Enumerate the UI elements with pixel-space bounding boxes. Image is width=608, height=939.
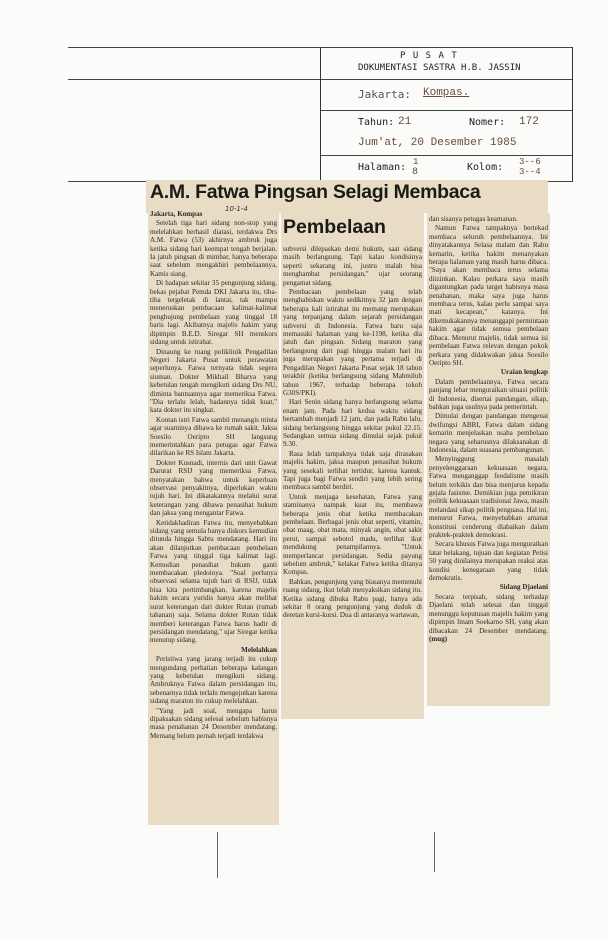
header-rule-3 <box>320 110 573 111</box>
handwritten-note: 10-1-4 <box>225 205 248 213</box>
paragraph: Dalam pembelaannya, Fatwa secara panjang lebar menguraikan situasi politik di Indonesia, disertai pandangan, sikap, bahkan juga usulnya pada pemerintah. <box>429 377 548 411</box>
publication-stamp: Kompas. <box>423 87 470 99</box>
paragraph: Peristiwa yang jarang terjadi itu cukup mengundang perhatian beberapa kalangan yang kebetulan mengikuti sidang. Ambruknya Fatwa dalam persidangan itu, sebenarnya tidak terlalu mengejutkan karena sidang maraton itu cukup melelahkan. <box>150 655 277 706</box>
header-rule-4 <box>320 155 573 156</box>
author-credit: (mug) <box>429 634 448 643</box>
subheading: Uraian lengkap <box>500 368 548 377</box>
article-column-2 <box>283 245 422 717</box>
tahun-label: Tahun: <box>358 117 395 128</box>
halaman-label: Halaman: <box>358 162 407 173</box>
right-rule-lower <box>434 832 435 872</box>
paragraph: Kontan istri Fatwa sambil menangis minta agar suaminya dibawa ke rumah sakit. Jaksa Soesilo Oeripto SH langsung memerintahkan para petugas agar Fatwa dilarikan ke RS Islam Jakarta. <box>150 415 277 458</box>
halaman-value-2: 8 <box>412 167 419 178</box>
paragraph: Setelah tiga hari sidang non-stop yang melelahkan berhasil diatasi, terdakwa Drs A.M. Fatwa (53) akhirnya ambruk juga ketika sidang hari keempat tengah berjalan. Ia jatuh pingsan di mimbar, hanya beberapa saat sebelum mengakhiri pembelaannya, Kamis siang. <box>150 219 277 278</box>
paragraph <box>150 210 277 218</box>
paragraph-text: Secara terpisah, sidang terhadap Djaelani telah selesai dan tinggal menunggu keputusan majelis hakim yang dipimpin Imam Soekarno SH, yang akan dibacakan 24 Desember mendatang. <box>429 592 548 635</box>
paragraph: Dinaung ke ruang poliklinik Pengadilan Negeri Jakarta Pusat untuk perawatan seperlunya. Fatwa ternyata tidak segera siuman. Dokter Mikhail Bharya yang kebetulan tengah mengikuti sidang Drs NU, diminta bantuannya agar memeriksa Fatwa. "Dia terlalu lelah, badannya tidak kuat," kata dokter itu singkat. <box>150 347 277 415</box>
paragraph: Pembacaan pembelaan yang telah menghabiskan waktu sedikitnya 32 jam dengan beberapa kali istirahat itu memang merupakan yang terpanjang dalam sejarah persidangan subversi di Indonesia. Fatwa baru saja memasuki halaman yang ke-1198, ketika dia jatuh dan pingsan. Sidang maraton yang berlangsung dari pagi hingga malam hari itu juga merupakan yang pertama terjadi di Pengadilan Negeri Jakarta Pusat sejak 18 tahun terakhir (ketika berlangsung sidang Mahmilub tahun 1967, terhadap beberapa tokoh G30S/PKI). <box>283 288 422 397</box>
headline-continued: Pembelaan <box>283 216 386 238</box>
paragraph: Dokter Kusnadi, internis dari unit Gawat Darurat RSIJ yang memeriksa Fatwa, menyatakan bahwa untuk keperluan observasi penyakitnya, diperlukan waktu tujuh hari. Ini dikatakannya melalui surat keterangan yang dibawa penasihat hukum dan jaksa yang mengantar Fatwa. <box>150 458 277 518</box>
halaman-value: 1 <box>413 157 419 167</box>
archive-org-line2: DOKUMENTASI SASTRA H.B. JASSIN <box>358 63 521 73</box>
city-label: Jakarta: <box>358 88 411 101</box>
nomor-label: Nomer: <box>469 117 506 128</box>
kolom-value-2: 3--4 <box>519 167 541 177</box>
paragraph: Hari Senin sidang hanya berlangsung selama enam jam. Pada hari kedua waktu sidang bertambah menjadi 12 jam, dan pada Rabu lalu, sidang berlangsung hingga sekitar pukul 22.15. Sedangkan semua sidang dimulai sejak pukul 9.30. <box>283 398 422 449</box>
subheading: Sidang Djaelani <box>499 583 548 592</box>
paragraph: Menyinggung masalah penyelenggaraan kekuasaan negara, Fatwa menganggap feodalisme masih belum terkikis dan bisa menjurus kepada gejala fasisme. Demikian juga pemikiran politik kekuasaan tradisional Jawa, masih melandasi sikap politik penguasa. Hal ini, menurut Fatwa, menyebabkan amanat konstitusi cenderung diabaikan dalam praktek-praktek demokrasi. <box>429 455 548 540</box>
paragraph: Ketidakhadiran Fatwa itu, menyebabkan sidang yang semula hanya diskors kemudian ditunda hingga Sabtu mendatang. Hari itu akan dilanjutkan pembacaan pembelaan Fatwa yang tinggal tiga kalimat lagi. Kemudian penasihat hukum ganti membacakan pledoinya. "Soal perlunya observasi selama tujuh hari di RSIJ, tidak bisa kita pertimbangkan, karena majelis hakim secara yuridis hanya akan melihat surat keterangan dari dokter Rutan (rumah tahanan) saja. Selama dokter Rutan tidak memberi keterangan Fatwa harus hadir di persidangan mendatang," ujar Siregar ketika menutup sidang. <box>150 518 277 645</box>
paragraph: Di hadapan sekitar 35 pengunjung sidang, bekas pejabat Pemda DKI Jakarta itu, tiba-tiba tergeletak di lantai, tak mampu meneruskan pembacaan kalimat-kalimat penghujung pembelaan yang tinggal 18 baris lagi. Akibatnya majelis hakim yang dipimpin B.E.D. Siregar SH menskors sidang untuk istirahat. <box>150 279 277 347</box>
paragraph: Bahkan, pengunjung yang biasanya memenuhi ruang sidang, ikut lelah menyaksikan sidang itu. Ketika sidang dibuka Rabu pagi, hanya ada sekitar 8 orang pengunjung yang duduk di deretan kursi-kursi. Dua di antaranya wartawan, <box>283 577 422 620</box>
paragraph: Rasa lelah tampaknya tidak saja dirasakan majelis hakim, jaksa maupun penasihat hukum yang sesekali terlihat tertidur, karena kantuk. Tapi juga bagi Fatwa sendiri yang lebih sering membaca sambil berdiri. <box>283 449 422 492</box>
subheading: Melelahkan <box>241 645 277 654</box>
paragraph: "Yang jadi soal, mengapa harus dipaksakan sidang selesai sebelum habisnya masa penahanan 24 Desember mendatang. Memang belum pernah terjadi terdakwa <box>150 706 277 740</box>
tahun-value: 21 <box>398 116 412 128</box>
center-rule-lower <box>217 832 218 878</box>
header-divider <box>320 47 321 181</box>
kolom-value: 3--6 <box>519 157 541 167</box>
article-column-3 <box>429 215 548 704</box>
article-column-1 <box>150 210 277 822</box>
kolom-label: Kolom: <box>467 162 504 173</box>
archive-org-line1: P U S A T <box>400 51 458 61</box>
headline: A.M. Fatwa Pingsan Selagi Membaca <box>150 181 481 203</box>
dateline: Jakarta, Kompas <box>150 210 203 218</box>
paragraph: Untuk menjaga kesehatan, Fatwa yang staminanya nampak kuat itu, membawa beberapa jenis obat ketika membacakan pembelaan. Berbagai jenis obat seperti, vitamin, obat maag, obat mata, minyak angin, obat sakit perut, sampai sebotol madu, terlihat ikut mendukung penampilannya. "Untuk memperlancar persidangan. Sedia payung sebelum ambruk," kelakar Fatwa ketika ditanya Kompas. <box>283 492 422 577</box>
paragraph: Namun Fatwa tampaknya bertekad membaca seluruh pembelaannya. Ini dinyatakannya Selasa malam dan Rabu kemarin, ketika hakim menanyakan berapa halaman yang masih harus dibaca. "Saya akan membaca terus selama diizinkan. Kalau perkara saya masih digantungkan pada target habisnya masa penahanan, maka saya juga harus membaca terus, kalau perlu sampai saya mati kecapean," katanya. Ini dikemukakannya menanggapi permintaan hakim agar tidak semua pembelaan dibaca. Menurut majelis, tidak semua isi pembelaan Fatwa relevan dengan pokok perkara yang didakwakan jaksa Soesilo Oeripto SH. <box>429 224 548 367</box>
paragraph: Secara khusus Fatwa juga menguraikan latar belakang, tujuan dan kegiatan Petisi 50 yang dinilainya merupakan reaksi atas kondisi kenegaraan yang tidak demokratis. <box>429 540 548 583</box>
paragraph: subversi dilepaskan demi hukum, saat sidang masih berlangsung. Tapi kalau kondisinya seperti sekarang ini, justru malah bisa menghambat persidangan," ujar seorang pengamat sidang. <box>283 245 422 287</box>
header-right-edge <box>572 47 573 181</box>
paragraph: Dimulai dengan pandangan mengenai dwifungsi ABRI, Fatwa dalam sidang kemarin menjelaskan usaha pembelaan negara yang seharusnya dilaksanakan di Indonesia, dalam suasana pembangunan. <box>429 412 548 454</box>
paragraph <box>429 593 548 643</box>
date-stamp: Jum'at, 20 Desember 1985 <box>358 137 517 149</box>
paragraph: dan sisanya petugas keamanan. <box>429 215 518 223</box>
nomor-value: 172 <box>519 116 539 128</box>
